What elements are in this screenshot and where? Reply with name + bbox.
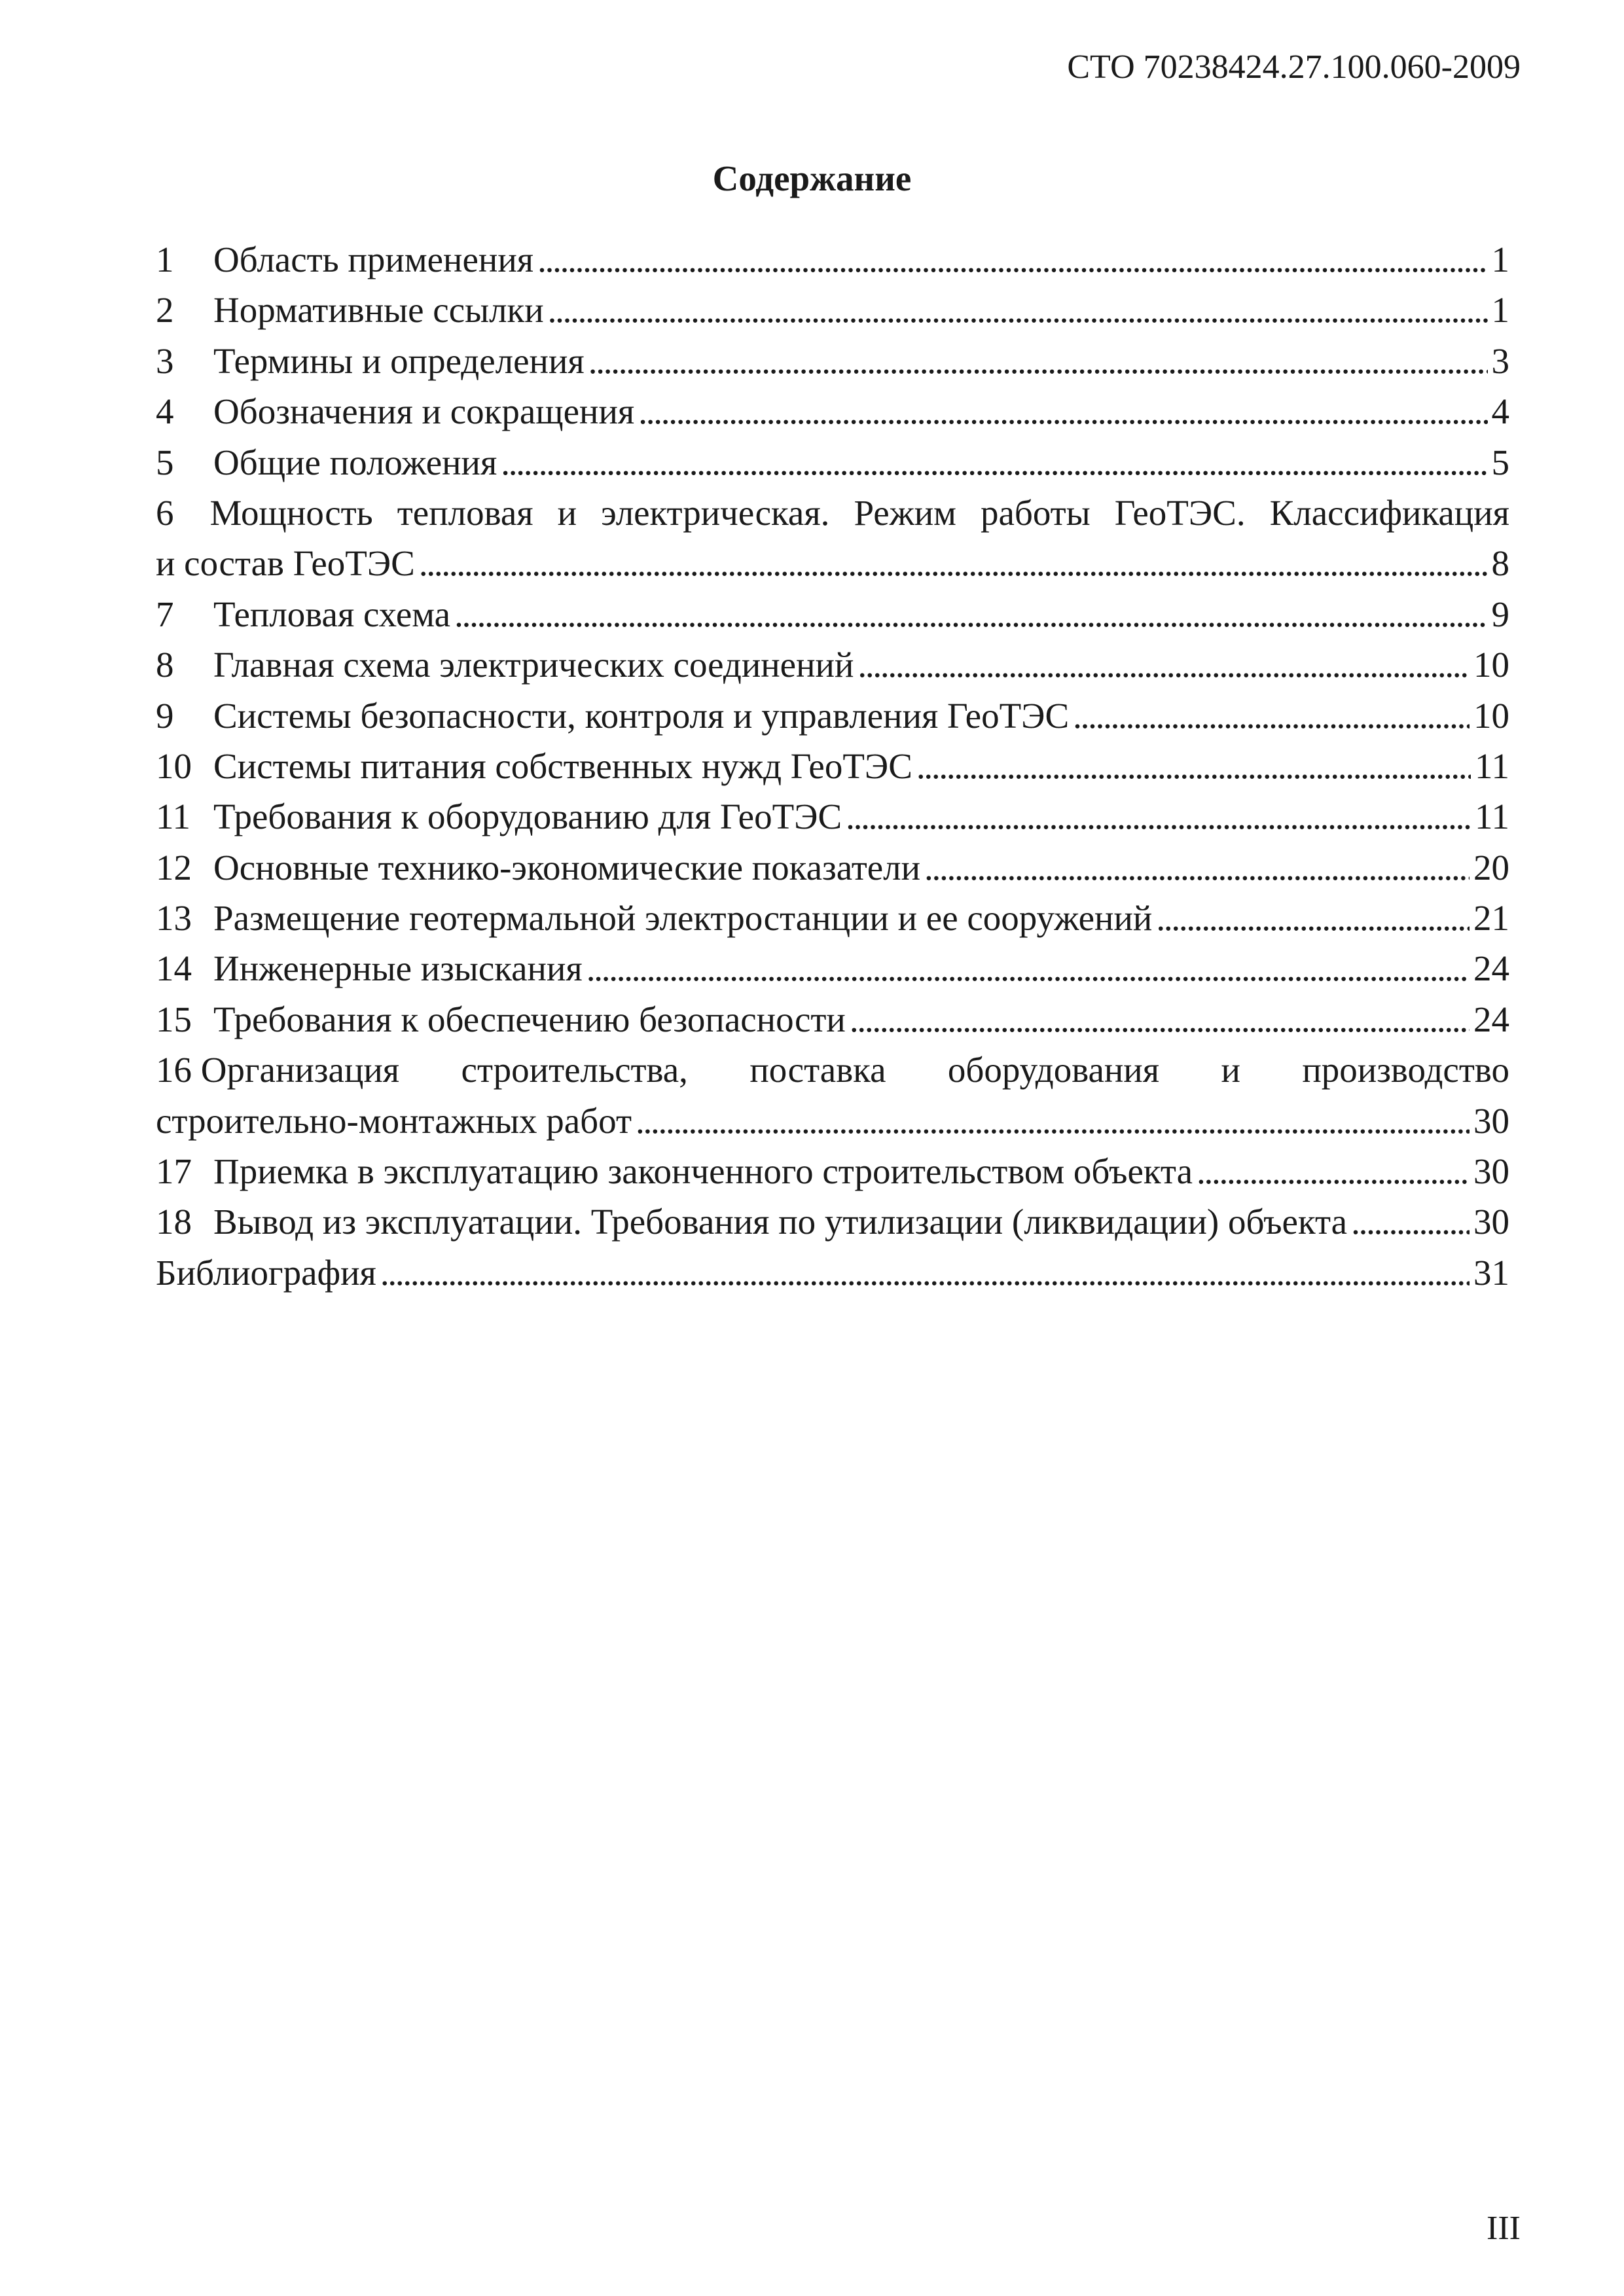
toc-entry-number: 4 xyxy=(156,391,174,432)
toc-word: оборудования xyxy=(947,1050,1160,1090)
toc-entry-title: Вывод из эксплуатации. Требования по утилизации (ликвидации) объекта xyxy=(213,1202,1348,1242)
toc-leader-dots xyxy=(916,741,1471,791)
toc-leader-dots xyxy=(846,791,1471,842)
toc-entry-page: 1 xyxy=(1491,240,1509,279)
toc-leader-dots xyxy=(537,234,1487,285)
toc-entry-title: Требования к обеспечению безопасности xyxy=(213,999,846,1039)
toc-word: тепловая xyxy=(397,492,533,533)
toc-entry-number: 6 Мощность xyxy=(156,492,373,533)
toc-word: электрическая. xyxy=(601,492,830,533)
toc-leader-dots xyxy=(380,1247,1470,1298)
toc-entry-page: 8 xyxy=(1491,543,1509,584)
toc-entry-17[interactable] xyxy=(156,1146,1509,1196)
toc-word: производство xyxy=(1302,1050,1509,1090)
toc-entry-number: 1 xyxy=(156,240,174,279)
toc-word: строительства, xyxy=(461,1050,688,1090)
toc-entry-page: 3 xyxy=(1491,340,1509,381)
toc-entry-number: 7 xyxy=(156,594,174,634)
toc-entry-12[interactable] xyxy=(156,842,1509,893)
toc-entry-number: 2 xyxy=(156,290,174,331)
toc-leader-dots xyxy=(588,336,1488,386)
toc-word: и xyxy=(1221,1050,1240,1090)
toc-entry-page: 20 xyxy=(1473,847,1509,888)
toc-entry-page: 31 xyxy=(1473,1252,1509,1293)
toc-entry-16-line-2 xyxy=(156,1096,1509,1146)
toc-title: Содержание xyxy=(712,158,912,198)
toc-entry-page: 11 xyxy=(1475,745,1509,786)
toc-entry-number: 11 xyxy=(156,797,190,837)
toc-entry-title: Главная схема электрических соединений xyxy=(213,645,854,685)
toc-entry-page: 10 xyxy=(1473,645,1509,685)
toc-leader-dots xyxy=(850,994,1470,1045)
toc-entry-10[interactable] xyxy=(156,741,1509,791)
toc-leader-dots xyxy=(1073,691,1470,741)
toc-entry-2[interactable] xyxy=(156,285,1509,335)
toc-entry-16[interactable] xyxy=(156,1045,1509,1146)
toc-entry-13[interactable] xyxy=(156,893,1509,943)
toc-leader-dots xyxy=(586,943,1470,994)
toc-leader-dots xyxy=(638,386,1487,437)
toc-entry-number: 18 xyxy=(156,1202,192,1242)
toc-entry-16-line-1 xyxy=(156,1045,1509,1095)
toc-entry-6-line-2 xyxy=(156,538,1509,588)
toc-entry-number: 17 xyxy=(156,1151,192,1192)
toc-entry-number: 8 xyxy=(156,645,174,685)
toc-entry-3[interactable] xyxy=(156,336,1509,386)
toc-entry-1[interactable] xyxy=(156,234,1509,285)
toc-entry-title: Системы питания собственных нужд ГеоТЭС xyxy=(213,745,912,786)
toc-entry-6[interactable] xyxy=(156,488,1509,589)
toc-entry-title: Нормативные ссылки xyxy=(213,290,544,331)
toc-leader-dots xyxy=(501,437,1487,488)
toc-entry-page: 21 xyxy=(1473,898,1509,939)
document-code: СТО 70238424.27.100.060-2009 xyxy=(1067,48,1521,86)
toc-entry-page: 24 xyxy=(1473,999,1509,1039)
toc-entry-9[interactable] xyxy=(156,691,1509,741)
toc-entry-number: 15 xyxy=(156,999,192,1039)
toc-entry-title: Размещение геотермальной электростанции и ее сооружений xyxy=(213,898,1153,939)
toc-word: Режим xyxy=(854,492,956,533)
toc-word: поставка xyxy=(749,1050,886,1090)
toc-entry-number: 10 xyxy=(156,745,192,786)
toc-entry-number: 13 xyxy=(156,898,192,939)
toc-entry-number: 9 xyxy=(156,695,174,736)
toc-leader-dots xyxy=(548,285,1488,335)
toc-entry-page: 30 xyxy=(1473,1202,1509,1242)
toc-entry-page: 9 xyxy=(1491,594,1509,634)
table-of-contents xyxy=(156,234,1509,1298)
toc-entry-15[interactable] xyxy=(156,994,1509,1045)
toc-entry-title: Библиография xyxy=(156,1252,376,1293)
toc-entry-page: 11 xyxy=(1475,797,1509,837)
toc-entry-page: 5 xyxy=(1491,442,1509,482)
toc-entry-title: Системы безопасности, контроля и управления ГеоТЭС xyxy=(213,695,1070,736)
toc-entry-6-line-1 xyxy=(156,488,1509,538)
toc-word: ГеоТЭС. xyxy=(1114,492,1246,533)
toc-entry-title: Общие положения xyxy=(213,442,497,482)
toc-entry-title: Обозначения и сокращения xyxy=(213,391,635,432)
toc-entry-title: Тепловая схема xyxy=(213,594,451,634)
toc-leader-dots xyxy=(924,842,1470,893)
toc-leader-dots xyxy=(1156,893,1470,943)
toc-leader-dots xyxy=(1197,1146,1470,1196)
toc-leader-dots xyxy=(636,1096,1470,1146)
toc-entry-number: 16 Организация xyxy=(156,1050,400,1090)
toc-entry-bibliography[interactable] xyxy=(156,1247,1509,1298)
toc-leader-dots xyxy=(857,639,1470,690)
toc-word: Классификация xyxy=(1269,492,1509,533)
toc-entry-5[interactable] xyxy=(156,437,1509,488)
toc-entry-number: 3 xyxy=(156,340,174,381)
toc-entry-title-cont: строительно-монтажных работ xyxy=(156,1100,632,1141)
toc-entry-page: 30 xyxy=(1473,1100,1509,1141)
toc-entry-title: Требования к оборудованию для ГеоТЭС xyxy=(213,797,842,837)
page-number: III xyxy=(1487,2210,1521,2247)
toc-entry-page: 30 xyxy=(1473,1151,1509,1192)
toc-entry-page: 10 xyxy=(1473,695,1509,736)
toc-entry-18[interactable] xyxy=(156,1196,1509,1247)
toc-word: работы xyxy=(981,492,1091,533)
toc-entry-title: Область применения xyxy=(213,240,534,279)
toc-entry-page: 24 xyxy=(1473,948,1509,989)
toc-leader-dots xyxy=(419,538,1488,588)
toc-entry-page: 4 xyxy=(1491,391,1509,432)
toc-entry-title-cont: и состав ГеоТЭС xyxy=(156,543,415,584)
toc-leader-dots xyxy=(1351,1196,1470,1247)
toc-entry-number: 5 xyxy=(156,442,174,482)
toc-entry-7[interactable] xyxy=(156,589,1509,639)
toc-entry-number: 14 xyxy=(156,948,192,989)
toc-entry-11[interactable] xyxy=(156,791,1509,842)
toc-leader-dots xyxy=(454,589,1487,639)
toc-entry-14[interactable] xyxy=(156,943,1509,994)
toc-entry-4[interactable] xyxy=(156,386,1509,437)
toc-entry-title: Термины и определения xyxy=(213,340,585,381)
toc-entry-page: 1 xyxy=(1491,290,1509,331)
toc-entry-title: Основные технико-экономические показатели xyxy=(213,847,921,888)
toc-entry-title: Приемка в эксплуатацию законченного строительством объекта xyxy=(213,1151,1193,1192)
toc-entry-number: 12 xyxy=(156,847,192,888)
toc-entry-title: Инженерные изыскания xyxy=(213,948,583,989)
toc-entry-8[interactable] xyxy=(156,639,1509,690)
toc-word: и xyxy=(557,492,577,533)
